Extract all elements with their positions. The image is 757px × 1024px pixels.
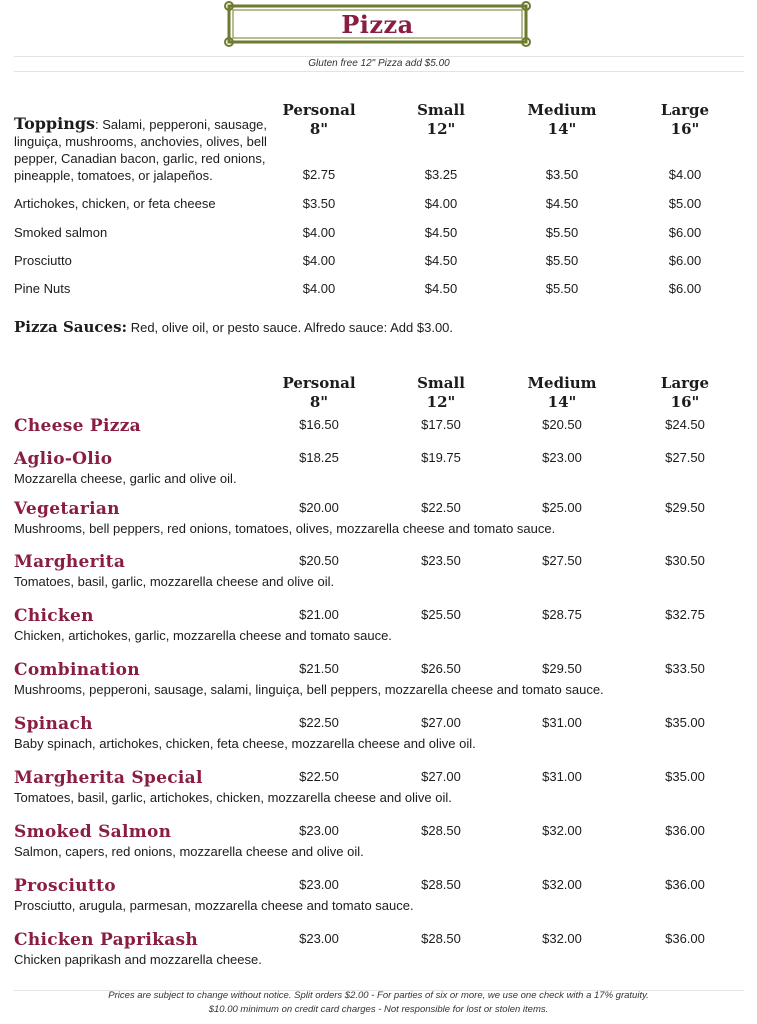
topping-price: $3.50 bbox=[302, 196, 336, 211]
pizza-price: $36.00 bbox=[665, 931, 705, 946]
pizza-description: Salmon, capers, red onions, mozzarella cheese and olive oil. bbox=[14, 844, 364, 859]
pizza-name: Chicken bbox=[14, 606, 94, 626]
pizza-price: $21.50 bbox=[299, 661, 339, 676]
column-size-inches: 8" bbox=[309, 393, 329, 411]
column-size-inches: 14" bbox=[547, 393, 577, 411]
pizza-price: $32.75 bbox=[665, 607, 705, 622]
pizza-name: Margherita Special bbox=[14, 768, 203, 788]
topping-row-label: Smoked salmon bbox=[14, 225, 108, 240]
pizza-name: Chicken Paprikash bbox=[14, 930, 199, 950]
pizza-price: $36.00 bbox=[665, 823, 705, 838]
topping-price: $5.00 bbox=[668, 196, 702, 211]
pizza-name: Combination bbox=[14, 660, 140, 680]
toppings-col-medium bbox=[507, 101, 617, 139]
pizza-price: $26.50 bbox=[421, 661, 461, 676]
pizza-price: $27.50 bbox=[665, 450, 705, 465]
pizza-name: Cheese Pizza bbox=[14, 416, 141, 436]
topping-price: $4.00 bbox=[302, 253, 336, 268]
toppings-col-large bbox=[630, 101, 740, 139]
topping-price: $6.00 bbox=[668, 281, 702, 296]
pizza-price: $32.00 bbox=[542, 931, 582, 946]
pizza-price: $27.00 bbox=[421, 715, 461, 730]
pizza-price: $20.00 bbox=[299, 500, 339, 515]
column-size-inches: 12" bbox=[426, 393, 456, 411]
topping-price: $4.50 bbox=[545, 196, 579, 211]
pizza-name: Prosciutto bbox=[14, 876, 116, 896]
pizza-col-small bbox=[386, 374, 496, 412]
pizza-price: $23.00 bbox=[299, 823, 339, 838]
pizza-description: Chicken, artichokes, garlic, mozzarella cheese and tomato sauce. bbox=[14, 628, 392, 643]
topping-price: $4.00 bbox=[302, 281, 336, 296]
pizza-price: $23.00 bbox=[299, 931, 339, 946]
footer-line-1: Prices are subject to change without notice. Split orders $2.00 - For parties of six or more, we use one check with a 17% gratuity. bbox=[108, 990, 649, 1001]
pizza-price: $29.50 bbox=[542, 661, 582, 676]
column-size-name: Small bbox=[417, 374, 465, 392]
topping-price: $3.25 bbox=[424, 167, 458, 182]
pizza-price: $27.50 bbox=[542, 553, 582, 568]
pizza-price: $28.50 bbox=[421, 823, 461, 838]
column-size-name: Large bbox=[660, 101, 710, 119]
topping-price: $3.50 bbox=[545, 167, 579, 182]
topping-row-label: Prosciutto bbox=[14, 253, 72, 268]
topping-price: $6.00 bbox=[668, 225, 702, 240]
pizza-price: $36.00 bbox=[665, 877, 705, 892]
sauces-text: Red, olive oil, or pesto sauce. Alfredo sauce: Add $3.00. bbox=[130, 320, 454, 335]
pizza-col-medium bbox=[507, 374, 617, 412]
pizza-price: $17.50 bbox=[421, 417, 461, 432]
topping-price: $5.50 bbox=[545, 253, 579, 268]
column-size-inches: 16" bbox=[670, 120, 700, 138]
pizza-price: $20.50 bbox=[299, 553, 339, 568]
pizza-description: Tomatoes, basil, garlic, artichokes, chicken, mozzarella cheese and olive oil. bbox=[14, 790, 452, 805]
pizza-price: $31.00 bbox=[542, 769, 582, 784]
pizza-description: Mushrooms, bell peppers, red onions, tomatoes, olives, mozzarella cheese and tomato sauce. bbox=[14, 521, 556, 536]
pizza-price: $22.50 bbox=[421, 500, 461, 515]
pizza-price: $27.00 bbox=[421, 769, 461, 784]
pizza-sauces bbox=[14, 318, 453, 336]
column-size-inches: 16" bbox=[670, 393, 700, 411]
pizza-price: $19.75 bbox=[421, 450, 461, 465]
toppings-heading: Toppings bbox=[14, 114, 96, 133]
pizza-price: $29.50 bbox=[665, 500, 705, 515]
topping-price: $4.00 bbox=[668, 167, 702, 182]
pizza-price: $33.50 bbox=[665, 661, 705, 676]
pizza-price: $24.50 bbox=[665, 417, 705, 432]
column-size-name: Medium bbox=[527, 101, 597, 119]
column-size-name: Large bbox=[660, 374, 710, 392]
toppings-row-1-label bbox=[14, 115, 284, 184]
pizza-price: $32.00 bbox=[542, 823, 582, 838]
pizza-price: $23.00 bbox=[299, 877, 339, 892]
pizza-description: Prosciutto, arugula, parmesan, mozzarella cheese and tomato sauce. bbox=[14, 898, 414, 913]
sauces-heading: Pizza Sauces: bbox=[14, 318, 128, 336]
pizza-price: $16.50 bbox=[299, 417, 339, 432]
pizza-name: Smoked Salmon bbox=[14, 822, 172, 842]
pizza-description: Chicken paprikash and mozzarella cheese. bbox=[14, 952, 262, 967]
pizza-price: $20.50 bbox=[542, 417, 582, 432]
pizza-col-personal bbox=[264, 374, 374, 412]
column-size-inches: 14" bbox=[547, 120, 577, 138]
topping-price: $6.00 bbox=[668, 253, 702, 268]
pizza-price: $23.50 bbox=[421, 553, 461, 568]
column-size-inches: 8" bbox=[309, 120, 329, 138]
topping-row-label: Artichokes, chicken, or feta cheese bbox=[14, 196, 216, 211]
column-size-name: Personal bbox=[282, 101, 356, 119]
topping-price: $4.00 bbox=[424, 196, 458, 211]
pizza-price: $25.50 bbox=[421, 607, 461, 622]
pizza-price: $32.00 bbox=[542, 877, 582, 892]
column-size-name: Small bbox=[417, 101, 465, 119]
page-title: Pizza bbox=[341, 10, 414, 39]
topping-price: $4.50 bbox=[424, 281, 458, 296]
pizza-name: Margherita bbox=[14, 552, 126, 572]
pizza-price: $35.00 bbox=[665, 769, 705, 784]
pizza-description: Baby spinach, artichokes, chicken, feta cheese, mozzarella cheese and olive oil. bbox=[14, 736, 476, 751]
topping-price: $4.00 bbox=[302, 225, 336, 240]
topping-price: $4.50 bbox=[424, 225, 458, 240]
pizza-price: $30.50 bbox=[665, 553, 705, 568]
column-size-name: Personal bbox=[282, 374, 356, 392]
pizza-name: Vegetarian bbox=[14, 499, 120, 519]
pizza-col-large bbox=[630, 374, 740, 412]
pizza-price: $23.00 bbox=[542, 450, 582, 465]
topping-price: $5.50 bbox=[545, 281, 579, 296]
topping-price: $5.50 bbox=[545, 225, 579, 240]
topping-price: $2.75 bbox=[302, 167, 336, 182]
title-banner bbox=[223, 1, 532, 47]
pizza-price: $21.00 bbox=[299, 607, 339, 622]
pizza-price: $35.00 bbox=[665, 715, 705, 730]
column-size-inches: 12" bbox=[426, 120, 456, 138]
pizza-price: $18.25 bbox=[299, 450, 339, 465]
pizza-price: $22.50 bbox=[299, 769, 339, 784]
pizza-price: $28.50 bbox=[421, 931, 461, 946]
pizza-price: $22.50 bbox=[299, 715, 339, 730]
pizza-price: $28.50 bbox=[421, 877, 461, 892]
pizza-price: $28.75 bbox=[542, 607, 582, 622]
toppings-list: : Salami, pepperoni, sausage, linguiça, mushrooms, anchovies, olives, bell pepper, Canadian bacon, garlic, red onions, pineapple, tomatoes, or jalapeños. bbox=[14, 117, 268, 183]
pizza-description: Mushrooms, pepperoni, sausage, salami, linguiça, bell peppers, mozzarella cheese and tomato sauce. bbox=[14, 682, 604, 697]
pizza-name: Spinach bbox=[14, 714, 93, 734]
pizza-price: $25.00 bbox=[542, 500, 582, 515]
pizza-name: Aglio-Olio bbox=[14, 449, 113, 469]
pizza-description: Mozzarella cheese, garlic and olive oil. bbox=[14, 471, 237, 486]
toppings-col-small bbox=[386, 101, 496, 139]
column-size-name: Medium bbox=[527, 374, 597, 392]
topping-price: $4.50 bbox=[424, 253, 458, 268]
pizza-description: Tomatoes, basil, garlic, mozzarella cheese and olive oil. bbox=[14, 574, 335, 589]
pizza-price: $31.00 bbox=[542, 715, 582, 730]
footer-line-2: $10.00 minimum on credit card charges - Not responsible for lost or stolen items. bbox=[208, 1004, 549, 1015]
gluten-free-note: Gluten free 12" Pizza add $5.00 bbox=[14, 56, 744, 72]
topping-row-label: Pine Nuts bbox=[14, 281, 71, 296]
